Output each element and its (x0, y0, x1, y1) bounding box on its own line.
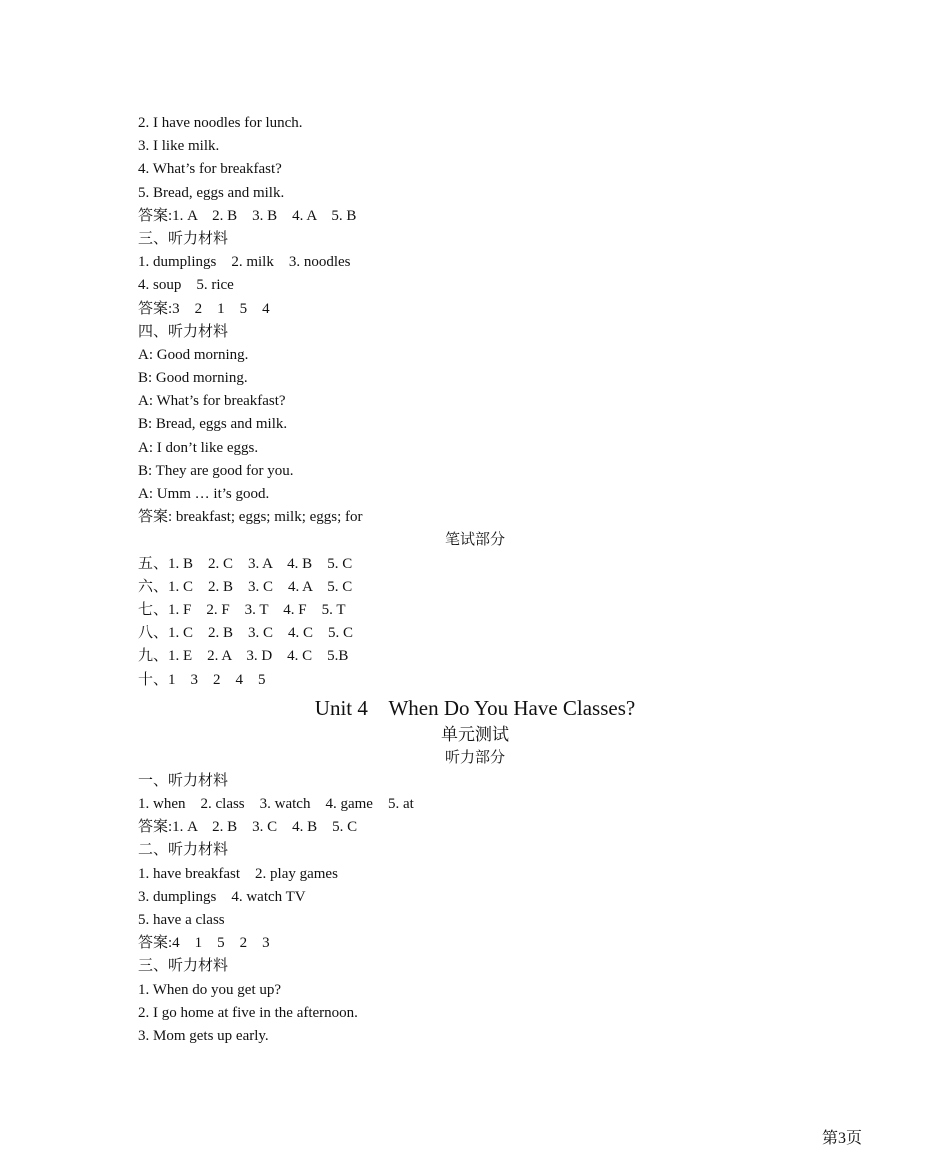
answer-line: 七、1. F 2. F 3. T 4. F 5. T (138, 601, 346, 618)
text-line: 4. soup 5. rice (138, 277, 234, 294)
text-line: 5. have a class (138, 912, 225, 928)
answer-line: 答案:1. A 2. B 3. C 4. B 5. C (138, 819, 358, 836)
text-line: 1. When do you get up? (138, 981, 282, 998)
section-heading: 一、听力材料 (138, 772, 229, 789)
text-line: 4. What’s for breakfast? (138, 161, 282, 178)
section-heading: 二、听力材料 (138, 842, 229, 859)
text-line: 3. dumplings 4. watch TV (138, 888, 306, 905)
answer-line: 八、1. C 2. B 3. C 4. C 5. C (138, 625, 354, 642)
answer-line: 九、1. E 2. A 3. D 4. C 5.B (138, 648, 349, 665)
text-line: 3. I like milk. (138, 138, 220, 155)
answer-line: 六、1. C 2. B 3. C 4. A 5. C (138, 578, 353, 595)
dialogue-line: B: Bread, eggs and milk. (138, 416, 288, 433)
dialogue-line: A: I don’t like eggs. (138, 439, 259, 456)
unit4-listening-section (138, 770, 812, 1048)
text-line: 1. dumplings 2. milk 3. noodles (138, 254, 351, 271)
section-heading: 三、听力材料 (138, 958, 229, 975)
answer-line: 十、1 3 2 4 5 (138, 671, 266, 688)
section-heading: 四、听力材料 (138, 323, 229, 340)
page-content (138, 112, 812, 1048)
written-part-heading: 笔试部分 (444, 532, 505, 549)
listening-part-heading: 听力部分 (444, 749, 505, 766)
answer-line: 答案: breakfast; eggs; milk; eggs; for (138, 509, 363, 526)
answer-line: 答案:3 2 1 5 4 (138, 300, 270, 317)
dialogue-line: A: Umm … it’s good. (138, 486, 270, 502)
unit3-listening-section (138, 112, 812, 529)
page-number: 第3页 (821, 1130, 862, 1147)
dialogue-line: B: They are good for you. (138, 462, 294, 479)
text-line: 1. when 2. class 3. watch 4. game 5. at (138, 796, 414, 813)
text-line: 2. I have noodles for lunch. (138, 115, 303, 131)
text-line: 1. have breakfast 2. play games (138, 865, 338, 882)
dialogue-line: A: Good morning. (138, 346, 249, 363)
section-heading: 三、听力材料 (138, 230, 229, 247)
answer-line: 答案:1. A 2. B 3. B 4. A 5. B (138, 207, 357, 224)
unit-title: Unit 4 When Do You Have Classes? (314, 695, 636, 720)
text-line: 2. I go home at five in the afternoon. (138, 1004, 358, 1021)
text-line: 3. Mom gets up early. (138, 1027, 269, 1044)
answer-line: 五、1. B 2. C 3. A 4. B 5. C (138, 555, 353, 572)
answer-line: 答案:4 1 5 2 3 (138, 935, 270, 952)
dialogue-line: B: Good morning. (138, 370, 248, 387)
dialogue-line: A: What’s for breakfast? (138, 393, 286, 410)
written-answers-section (138, 553, 812, 692)
text-line: 5. Bread, eggs and milk. (138, 184, 285, 201)
unit-subtitle: 单元测试 (441, 724, 509, 744)
